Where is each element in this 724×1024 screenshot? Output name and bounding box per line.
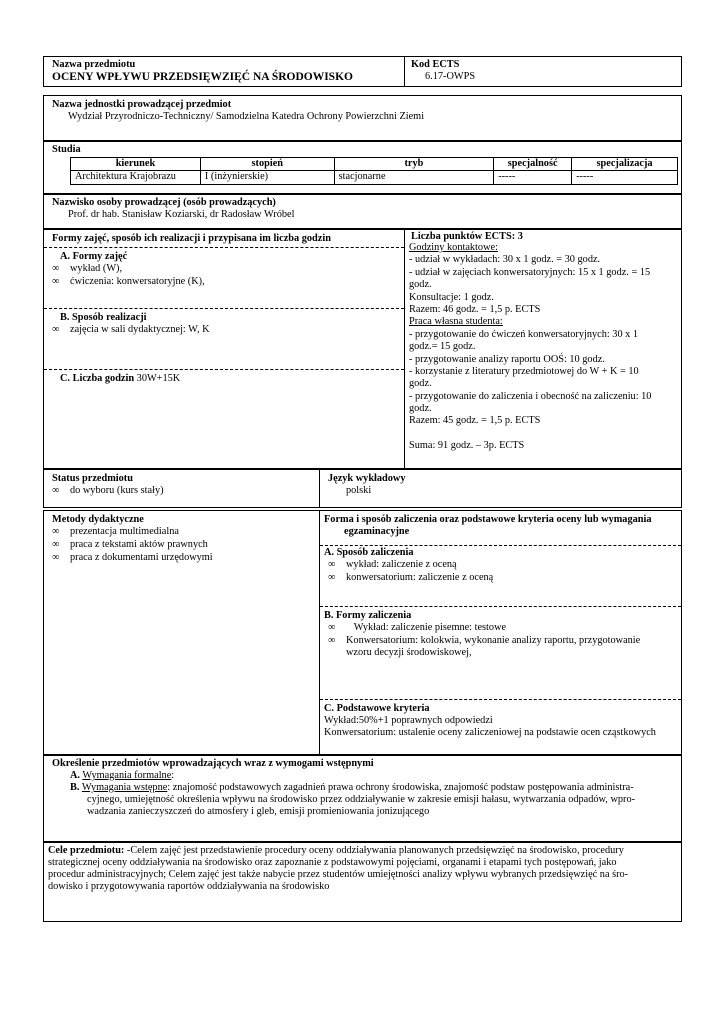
- forms-b-item: ∞ zajęcia w sali dydaktycznej: W, K: [52, 324, 210, 335]
- ects-line: Suma: 91 godz. – 3p. ECTS: [409, 440, 525, 452]
- ects-line: - przygotowanie do zaliczenia i obecność na zaliczeniu: 10: [409, 390, 652, 402]
- ects-line: Praca własna studenta:: [409, 316, 503, 328]
- forms-title: Formy zajęć, sposób ich realizacji i przypisana im liczba godzin: [52, 233, 331, 244]
- studia-header: tryb: [334, 158, 494, 171]
- assessment-a-item: ∞ konwersatorium: zaliczenie z oceną: [328, 572, 494, 583]
- assessment-title: Forma i sposób zaliczenia oraz podstawowe kryteria oceny lub wymagania: [324, 514, 652, 525]
- ects-code-label: Kod ECTS: [411, 59, 460, 70]
- forms-a-item: ∞ wykład (W),: [52, 263, 123, 274]
- studia-cell: stacjonarne: [334, 171, 494, 184]
- assessment-b-item: ∞ Wykład: zaliczenie pisemne: testowe: [328, 622, 507, 633]
- studia-cell: Architektura Krajobrazu: [71, 171, 201, 184]
- forms-box: [43, 229, 405, 469]
- ects-line: - korzystanie z literatury przedmiotowej do W + K = 10: [409, 365, 639, 377]
- assessment-b-item: ∞ Konwersatorium: kolokwia, wykonanie analizy raportu, przygotowanie: [328, 635, 641, 646]
- assessment-c-label: C. Podstawowe kryteria: [324, 703, 430, 714]
- ects-line: godz.: [409, 403, 432, 415]
- ects-line: godz.: [409, 279, 432, 291]
- goals-line: procedur administracyjnych; Celem zajęć jest także nabycie przez studentów umiejętności analizy wpływu wybranych przedsięwzięć na śro-: [48, 869, 629, 880]
- forms-a-item: ∞ ćwiczenia: konwersatoryjne (K),: [52, 276, 205, 287]
- studia-header: specjalizacja: [572, 158, 678, 171]
- prereq-b-cont: wadzania zanieczyszczeń do atmosfery i gleb, emisji promieniowania jonizującego: [87, 806, 430, 817]
- unit-value: Wydział Przyrodniczo-Techniczny/ Samodzielna Katedra Ochrony Powierzchni Ziemi: [68, 111, 425, 122]
- language-label: Język wykładowy: [328, 473, 406, 484]
- methods-label: Metody dydaktyczne: [52, 514, 144, 525]
- studia-cell: I (inżynierskie): [200, 171, 334, 184]
- studia-box: [43, 141, 682, 194]
- studia-cell: -----: [572, 171, 678, 184]
- studia-header: specjalność: [494, 158, 572, 171]
- forms-c: C. Liczba godzin 30W+15K: [60, 373, 181, 384]
- methods-box: [43, 510, 320, 755]
- teachers-label: Nazwisko osoby prowadzącej (osób prowadzących): [52, 197, 276, 208]
- forms-a-label: A. Formy zajęć: [60, 251, 128, 262]
- ects-points-lines: [409, 242, 651, 453]
- ects-line: Godziny kontaktowe:: [409, 242, 498, 253]
- methods-item: ∞ prezentacja multimedialna: [52, 526, 179, 537]
- ects-line: - przygotowanie do ćwiczeń konwersatoryjnych: 30 x 1: [409, 328, 639, 340]
- goals-line: dowisko i przygotowywania raportów oddziaływania na środowisko: [48, 881, 330, 892]
- assessment-c-line: Konwersatorium: ustalenie oceny zaliczeniowej na podstawie ocen cząstkowych: [324, 727, 656, 738]
- teachers-value: Prof. dr hab. Stanisław Koziarski, dr Radosław Wróbel: [68, 209, 295, 220]
- studia-header: stopień: [200, 158, 334, 171]
- assessment-box: [319, 510, 682, 755]
- forms-b-label: B. Sposób realizacji: [60, 312, 147, 323]
- ects-code-value: 6.17-OWPS: [425, 71, 476, 82]
- assessment-title-cont: egzaminacyjne: [344, 526, 410, 537]
- course-name-box: [43, 56, 405, 87]
- assessment-c-line: Wykład:50%+1 poprawnych odpowiedzi: [324, 715, 493, 726]
- prereq-a: A. Wymagania formalne:: [70, 770, 175, 781]
- status-label: Status przedmiotu: [52, 473, 133, 484]
- prereq-b-cont: cyjnego, umiejętność określenia wpływu na środowisko przez oddziaływanie w zakresie emisji hałasu, wytwarzania odpadów, wpro-: [87, 794, 636, 805]
- assessment-b-label: B. Formy zaliczenia: [324, 610, 412, 621]
- ects-line: - udział w zajęciach konwersatoryjnych: 15 x 1 godz. = 15: [409, 266, 651, 278]
- prereq-title: Określenie przedmiotów wprowadzających wraz z wymogami wstępnymi: [52, 758, 374, 769]
- studia-cell: -----: [494, 171, 572, 184]
- studia-header: kierunek: [71, 158, 201, 171]
- goals-box: [43, 842, 682, 922]
- ects-code-box: [404, 56, 682, 87]
- unit-label: Nazwa jednostki prowadzącej przedmiot: [52, 99, 232, 110]
- unit-box: [43, 95, 682, 141]
- ects-line: Razem: 46 godz. = 1,5 p. ECTS: [409, 303, 541, 315]
- ects-line: Razem: 45 godz. = 1,5 p. ECTS: [409, 415, 541, 427]
- goals-line: Cele przedmiotu: -Celem zajęć jest przedstawienie procedury oceny oddziaływania planowanych przedsięwzięć na środowisko, procedury: [48, 845, 624, 856]
- status-box: [43, 469, 320, 508]
- assessment-a-item: ∞ wykład: zaliczenie z oceną: [328, 559, 457, 570]
- course-name-label: Nazwa przedmiotu: [52, 59, 136, 70]
- ects-line: Konsultacje: 1 godz.: [409, 291, 494, 303]
- teachers-box: [43, 194, 682, 229]
- ects-line: - udział w wykładach: 30 x 1 godz. = 30 godz.: [409, 254, 601, 266]
- ects-line: godz.: [409, 378, 432, 390]
- methods-item: ∞ praca z tekstami aktów prawnych: [52, 539, 208, 550]
- methods-item: ∞ praca z dokumentami urzędowymi: [52, 552, 213, 563]
- studia-label: Studia: [52, 144, 81, 155]
- ects-points-box: [404, 229, 682, 469]
- language-value: polski: [346, 485, 372, 496]
- assessment-b-cont: wzoru decyzji środowiskowej,: [346, 647, 472, 658]
- prereq-b: B. Wymagania wstępne: znajomość podstawowych zagadnień prawa ochrony środowiska, znajomość podstaw postępowania administra-: [70, 782, 634, 793]
- assessment-a-label: A. Sposób zaliczenia: [324, 547, 414, 558]
- goals-line: strategicznej oceny oddziaływania na środowisko oraz zapoznanie z podstawowymi pojęciami, organami i etapami tych postępowań, jako: [48, 857, 617, 868]
- ects-points-title: Liczba punktów ECTS: 3: [411, 231, 523, 242]
- ects-line: [409, 428, 651, 440]
- course-name-value: OCENY WPŁYWU PRZEDSIĘWZIĘĆ NA ŚRODOWISKO: [52, 71, 353, 83]
- ects-line: godz.= 15 godz.: [409, 341, 476, 353]
- ects-line: - przygotowanie analizy raportu OOŚ: 10 godz.: [409, 353, 605, 365]
- prereq-box: [43, 755, 682, 842]
- language-box: [319, 469, 682, 508]
- status-value: ∞ do wyboru (kurs stały): [52, 485, 164, 496]
- studia-table: [70, 157, 678, 185]
